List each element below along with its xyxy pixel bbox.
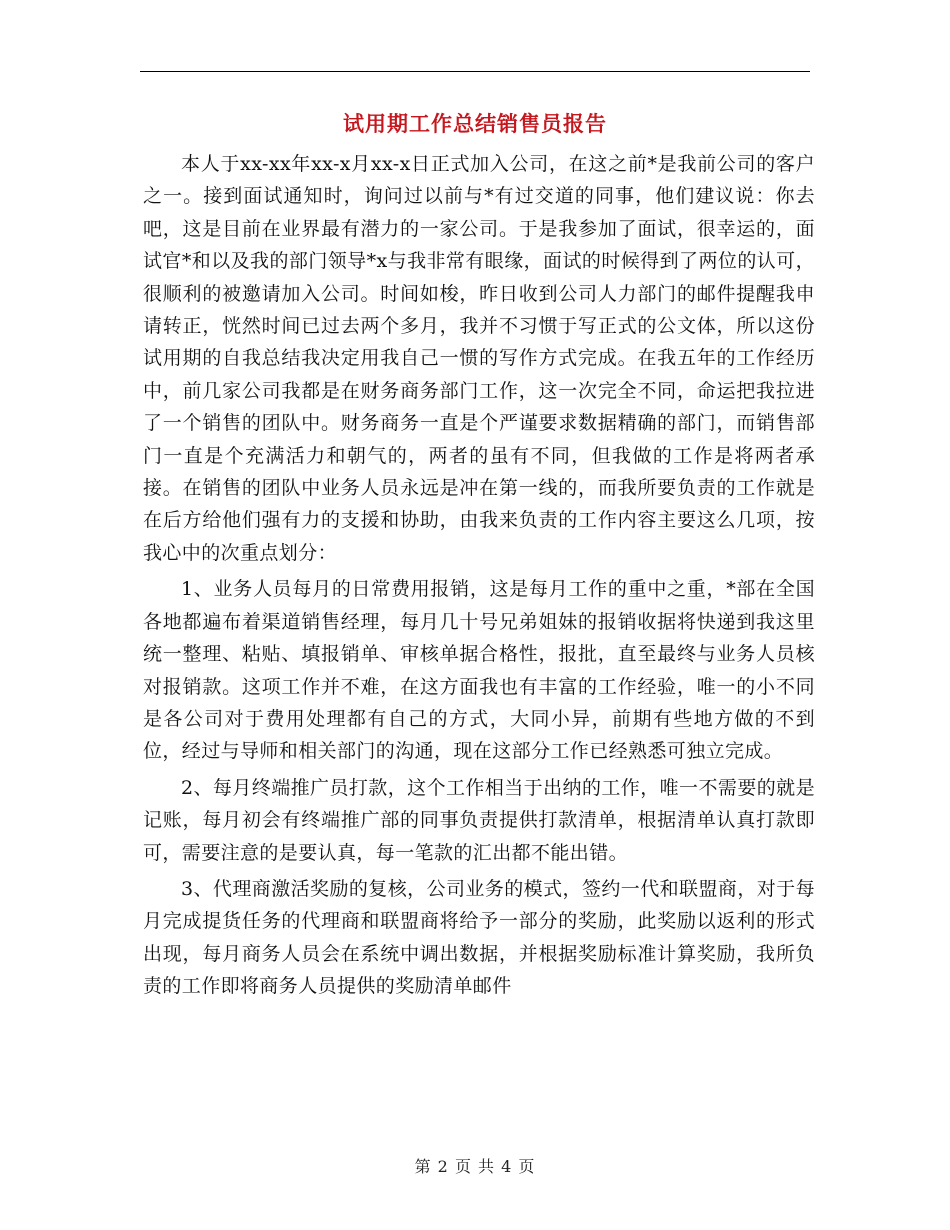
paragraph-item-2: 2、每月终端推广员打款，这个工作相当于出纳的工作，唯一不需要的就是记账，每月初会有终端推广部的同事负责提供打款清单，根据清单认真打款即可，需要注意的是要认真，每一笔款的汇出都不能出错。 bbox=[143, 776, 815, 864]
paragraph-intro: 本人于xx-xx年xx-x月xx-x日正式加入公司，在这之前*是我前公司的客户之一。接到面试通知时，询问过以前与*有过交道的同事，他们建议说：你去吧，这是目前在业界最有潜力的一家公司。于是我参加了面试，很幸运的，面试官*和以及我的部门领导*x与我非常有眼缘，面试的时候得到了两位的认可，很顺利的被邀请加入公司。时间如梭，昨日收到公司人力部门的邮件提醒我申请转正，恍然时间已过去两个多月，我并不习惯于写正式的公文体，所以这份试用期的自我总结我决定用我自己一惯的写作方式完成。在我五年的工作经历中，前几家公司我都是在财务商务部门工作，这一次完全不同，命运把我拉进了一个销售的团队中。财务商务一直是个严谨要求数据精确的部门，而销售部门一直是个充满活力和朝气的，两者的虽有不同，但我做的工作是将两者承接。在销售的团队中业务人员永远是冲在第一线的，而我所要负责的工作就是在后方给他们强有力的支援和协助，由我来负责的工作内容主要这么几项，按我心中的次重点划分： bbox=[143, 153, 815, 564]
document-title: 试用期工作总结销售员报告 bbox=[343, 112, 607, 136]
paragraph-item-3: 3、代理商激活奖励的复核，公司业务的模式，签约一代和联盟商，对于每月完成提货任务的代理商和联盟商将给予一部分的奖励，此奖励以返利的形式出现，每月商务人员会在系统中调出数据，并根据奖励标准计算奖励，我所负责的工作即将商务人员提供的奖励清单邮件 bbox=[143, 877, 815, 998]
header-rule bbox=[140, 71, 810, 72]
document-body bbox=[143, 148, 815, 1003]
paragraph-item-1: 1、业务人员每月的日常费用报销，这是每月工作的重中之重，*部在全国各地都遍布着渠道销售经理，每月几十号兄弟姐妹的报销收据将快递到我这里统一整理、粘贴、填报销单、审核单据合格性，报批，直至最终与业务人员核对报销款。这项工作并不难，在这方面我也有丰富的工作经验，唯一的小不同是各公司对于费用处理都有自己的方式，大同小异，前期有些地方做的不到位，经过与导师和相关部门的沟通，现在这部分工作已经熟悉可独立完成。 bbox=[143, 578, 815, 763]
page-number: 第 2 页 共 4 页 bbox=[414, 1157, 536, 1176]
